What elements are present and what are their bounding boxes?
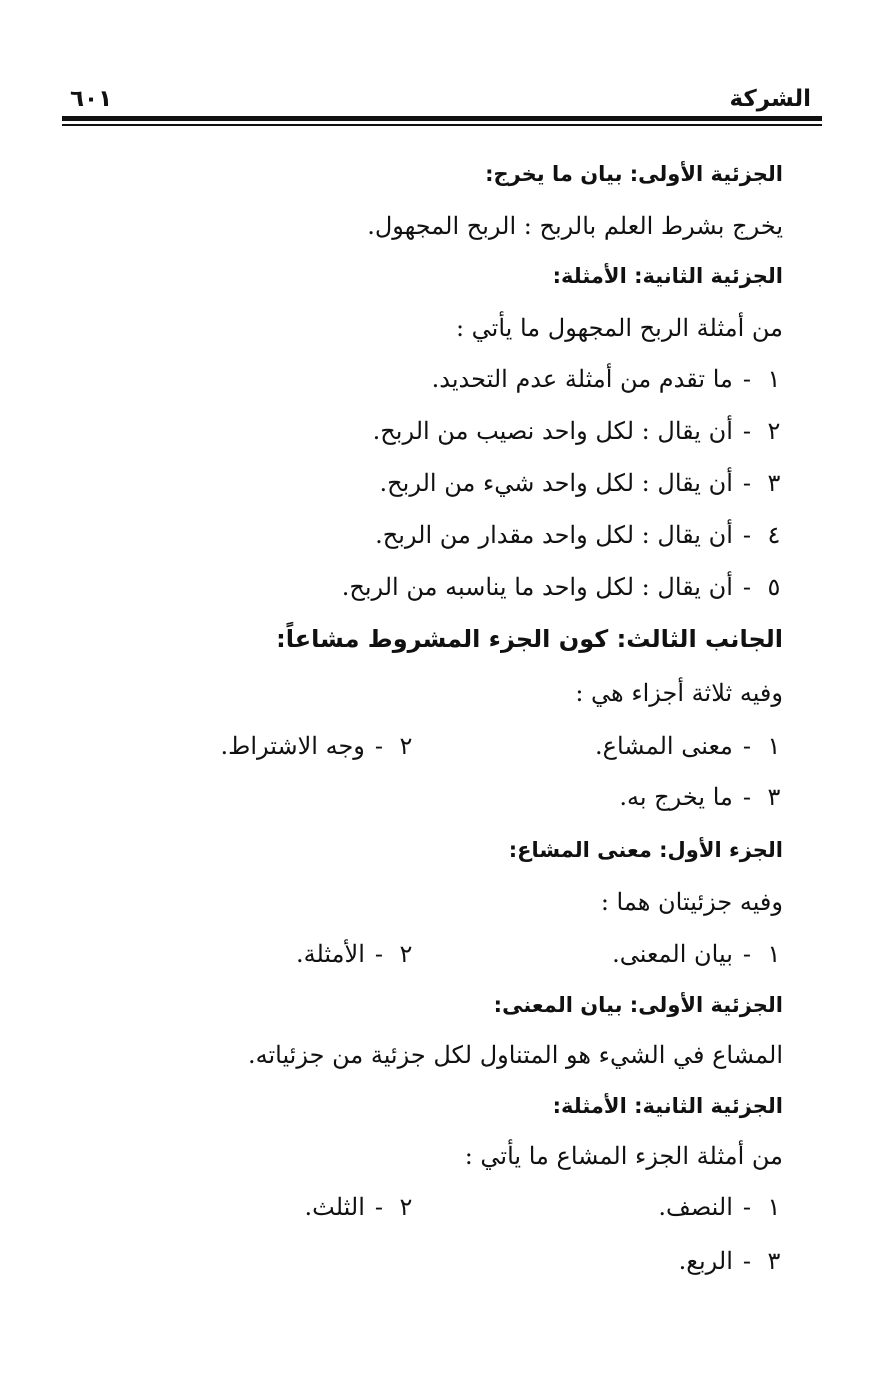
list-dash: - [742, 417, 751, 445]
list-text: النصف. [658, 1193, 733, 1221]
list-number: ٢ [767, 417, 781, 445]
paragraph: من أمثلة الجزء المشاع ما يأتي : [464, 1142, 783, 1170]
list-text: معنى المشاع. [595, 732, 733, 760]
list-text: أن يقال : لكل واحد شيء من الربح. [379, 469, 733, 497]
subsection-heading: الجزئية الثانية: الأمثلة: [552, 1094, 783, 1118]
list-dash: - [742, 469, 751, 497]
list-dash: - [742, 1193, 751, 1221]
list-number: ٢ [399, 940, 413, 968]
list-dash: - [742, 573, 751, 601]
list-dash: - [742, 940, 751, 968]
section-heading: الجانب الثالث: كون الجزء المشروط مشاعاً: [276, 625, 783, 653]
list-number: ١ [767, 365, 781, 393]
list-text: أن يقال : لكل واحد مقدار من الربح. [375, 521, 733, 549]
list-number: ٤ [767, 521, 781, 549]
list-text: الربع. [678, 1247, 733, 1275]
paragraph: يخرج بشرط العلم بالربح : الربح المجهول. [367, 212, 783, 240]
list-item [342, 570, 783, 604]
list-dash: - [742, 1247, 751, 1275]
subsection-heading: الجزئية الثانية: الأمثلة: [552, 264, 783, 288]
list-text: بيان المعنى. [612, 940, 733, 968]
list-text: وجه الاشتراط. [220, 732, 365, 760]
list-text: ما يخرج به. [619, 783, 733, 811]
subsection-heading: الجزئية الأولى: بيان ما يخرج: [485, 162, 783, 186]
list-text: الثلث. [304, 1193, 365, 1221]
list-dash: - [374, 940, 383, 968]
list-text: الأمثلة. [295, 940, 365, 968]
list-item [296, 937, 415, 971]
list-item [619, 780, 783, 814]
list-item [375, 518, 783, 552]
list-number: ٢ [399, 1193, 413, 1221]
list-number: ٣ [767, 469, 781, 497]
list-text: ما تقدم من أمثلة عدم التحديد. [431, 365, 733, 393]
list-item [373, 414, 783, 448]
list-item [305, 1190, 415, 1224]
list-number: ١ [767, 732, 781, 760]
list-item [380, 466, 783, 500]
list-dash: - [742, 521, 751, 549]
list-dash: - [742, 783, 751, 811]
paragraph: وفيه ثلاثة أجزاء هي : [575, 679, 783, 707]
list-item [221, 729, 415, 763]
paragraph: وفيه جزئيتان هما : [600, 888, 783, 916]
list-number: ٣ [767, 1247, 781, 1275]
part-heading: الجزء الأول: معنى المشاع: [508, 838, 783, 862]
list-item [432, 362, 783, 396]
list-item [658, 1190, 783, 1224]
subsection-heading: الجزئية الأولى: بيان المعنى: [493, 993, 783, 1017]
paragraph: المشاع في الشيء هو المتناول لكل جزئية من جزئياته. [247, 1041, 783, 1069]
list-text: أن يقال : لكل واحد نصيب من الربح. [372, 417, 733, 445]
list-number: ٥ [767, 573, 781, 601]
list-dash: - [742, 732, 751, 760]
list-item [679, 1244, 783, 1278]
list-number: ٣ [767, 783, 781, 811]
list-item [595, 729, 783, 763]
header-rule-thick [62, 116, 822, 121]
list-dash: - [742, 365, 751, 393]
list-number: ١ [767, 940, 781, 968]
list-number: ٢ [399, 732, 413, 760]
header-rule-thin [62, 124, 822, 126]
page-number: ٦٠١ [70, 86, 113, 112]
list-text: أن يقال : لكل واحد ما يناسبه من الربح. [341, 573, 733, 601]
paragraph: من أمثلة الربح المجهول ما يأتي : [455, 314, 783, 342]
running-header-title: الشركة [729, 86, 811, 112]
list-item [612, 937, 783, 971]
list-number: ١ [767, 1193, 781, 1221]
list-dash: - [374, 1193, 383, 1221]
list-dash: - [374, 732, 383, 760]
